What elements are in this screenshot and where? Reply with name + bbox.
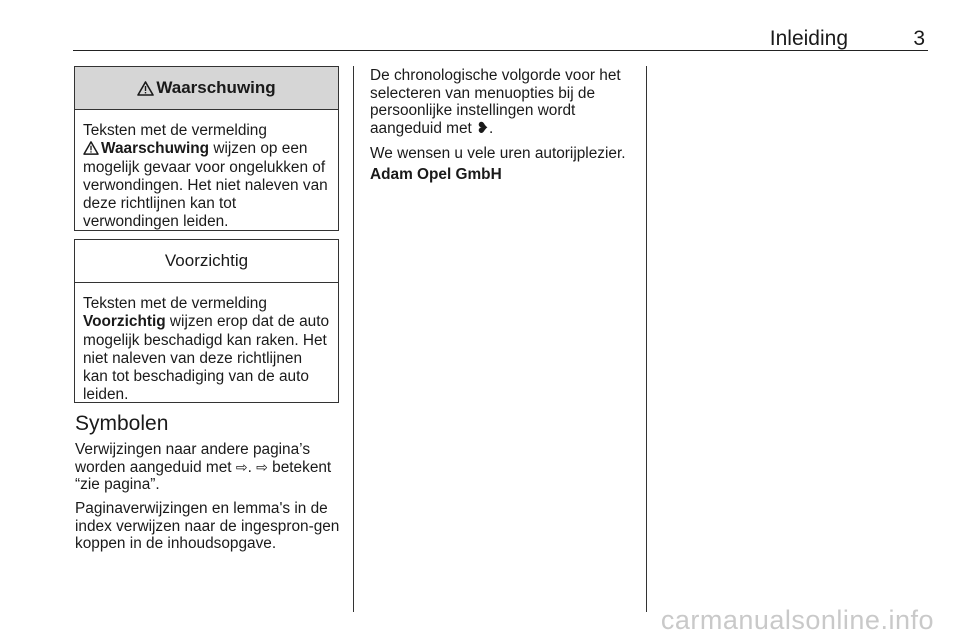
caution-body-rest: wijzen erop dat de auto mogelijk beschadigd kan raken. Het niet naleven van deze richtlijnen kan tot beschadiging van de auto leiden. [83, 313, 330, 404]
watermark: carmanualsonline.info [660, 605, 934, 635]
menu-sequence-icon: ❥ [476, 119, 490, 137]
caution-body-keyword: Voorzichtig [83, 313, 166, 331]
warning-triangle-icon [83, 141, 99, 155]
caution-box-body [75, 283, 338, 414]
right-paragraph-2: We wensen u vele uren autorijplezier. [370, 145, 626, 162]
caution-box-heading: Voorzichtig [75, 240, 338, 283]
symbols-para1-end: betekent “zie pagina”. [75, 458, 332, 494]
symbols-paragraph-2: Paginaverwijzingen en lemma's in de index verwijzen naar de ingespron-gen koppen in de inhoudsopgave. [75, 500, 340, 553]
warning-box [74, 66, 339, 231]
symbols-paragraph-1 [75, 441, 345, 494]
warning-triangle-icon [137, 81, 154, 96]
signature: Adam Opel GmbH [370, 166, 502, 183]
symbols-heading: Symbolen [75, 412, 169, 435]
column-divider-left [353, 66, 354, 612]
header-rule [73, 50, 928, 51]
warning-box-body [75, 110, 338, 241]
right-paragraph-1 [370, 67, 640, 137]
warning-body-rest: wijzen op een mogelijk gevaar voor ongelukken of verwondingen. Het niet naleven van deze richtlijnen kan tot verwondingen leiden. [83, 140, 328, 231]
page-reference-icon: ⇨ [235, 458, 248, 475]
symbols-para1-text: Verwijzingen naar andere pagina’s worden aangeduid met [75, 441, 311, 476]
right-para1-end: . [489, 119, 494, 137]
warning-box-heading [75, 67, 338, 110]
caution-body-prefix: Teksten met de vermelding [83, 295, 267, 312]
caution-box [74, 239, 339, 403]
page-header-title: Inleiding [769, 27, 848, 50]
page-reference-icon: ⇨ [256, 458, 268, 475]
page-number: 3 [913, 27, 925, 50]
warning-body-keyword: Waarschuwing [101, 140, 210, 158]
warning-body-prefix: Teksten met de vermelding [83, 122, 267, 139]
symbols-para1-sep: . [247, 458, 257, 476]
right-para1-text: De chronologische volgorde voor het selecteren van menuopties bij de persoonlijke instellingen wordt aangeduid met [370, 67, 621, 137]
column-divider-right [646, 66, 647, 612]
warning-heading-text: Waarschuwing [156, 78, 276, 97]
